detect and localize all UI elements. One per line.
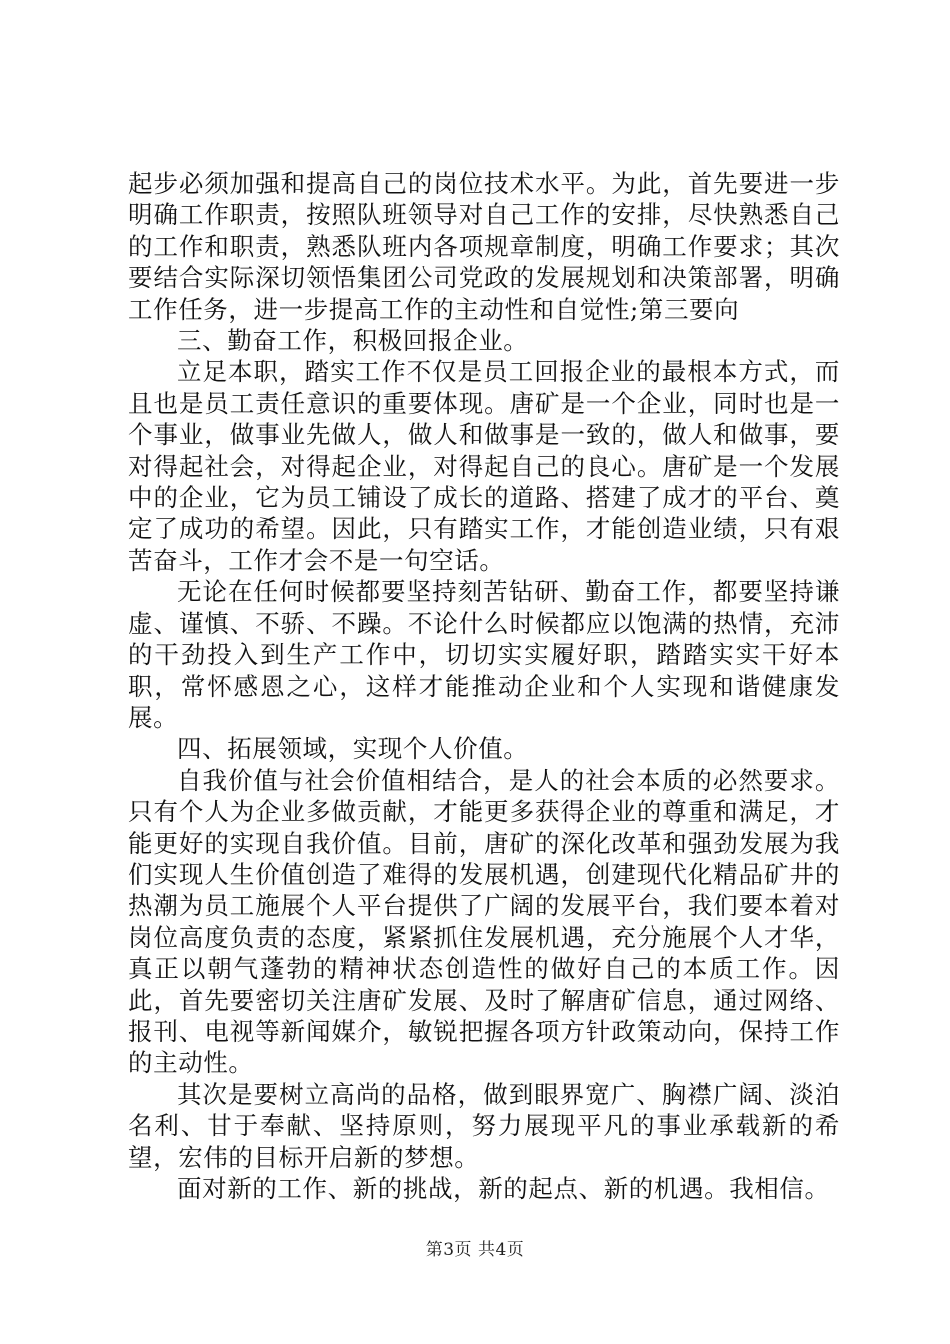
section-heading-3: 三、勤奋工作，积极回报企业。: [177, 326, 529, 356]
paragraph: 面对新的工作、新的挑战，新的起点、新的机遇。我相信。: [177, 1174, 830, 1203]
paragraph: 自我价值与社会价值相结合，是人的社会本质的必然要求。只有个人为企业多做贡献，才能更多获得企业的尊重和满足，才能更好的实现自我价值。目前，唐矿的深化改革和强劲发展为我们实现人生价值创造了难得的发展机遇，创建现代化精品矿井的热潮为员工施展个人平台提供了广阔的发展平台，我们要本着对岗位高度负责的态度，紧紧抓住发展机遇，充分施展个人才华，真正以朝气蓬勃的精神状态创造性的做好自己的本质工作。因此，首先要密切关注唐矿发展、及时了解唐矿信息，通过网络、报刊、电视等新闻媒介，敏锐把握各项方针政策动向，保持工作的主动性。: [128, 765, 840, 1078]
section-heading-4: 四、拓展领域，实现个人价值。: [177, 734, 529, 764]
paragraph: 其次是要树立高尚的品格，做到眼界宽广、胸襟广阔、淡泊名利、甘于奉献、坚持原则，努力展现平凡的事业承载新的希望，宏伟的目标开启新的梦想。: [128, 1079, 840, 1172]
paragraph: 立足本职，踏实工作不仅是员工回报企业的最根本方式，而且也是员工责任意识的重要体现。唐矿是一个企业，同时也是一个事业，做事业先做人，做人和做事是一致的，做人和做事，要对得起社会，对得起企业，对得起自己的良心。唐矿是一个发展中的企业，它为员工铺设了成长的道路、搭建了成才的平台、奠定了成功的希望。因此，只有踏实工作，才能创造业绩，只有艰苦奋斗，工作才会不是一句空话。: [128, 357, 840, 575]
document-body: [128, 168, 840, 1204]
paragraph-continued: 起步必须加强和提高自己的岗位技术水平。为此，首先要进一步明确工作职责，按照队班领导对自己工作的安排，尽快熟悉自己的工作和职责，熟悉队班内各项规章制度，明确工作要求；其次要结合实际深切领悟集团公司党政的发展规划和决策部署，明确工作任务，进一步提高工作的主动性和自觉性;第三要向: [128, 169, 840, 324]
paragraph: 无论在任何时候都要坚持刻苦钻研、勤奋工作，都要坚持谦虚、谨慎、不骄、不躁。不论什么时候都应以饱满的热情，充沛的干劲投入到生产工作中，切切实实履好职，踏踏实实干好本职，常怀感恩之心，这样才能推动企业和个人实现和谐健康发展。: [128, 577, 840, 732]
page-number-footer: 第3页 共4页: [425, 1240, 525, 1260]
